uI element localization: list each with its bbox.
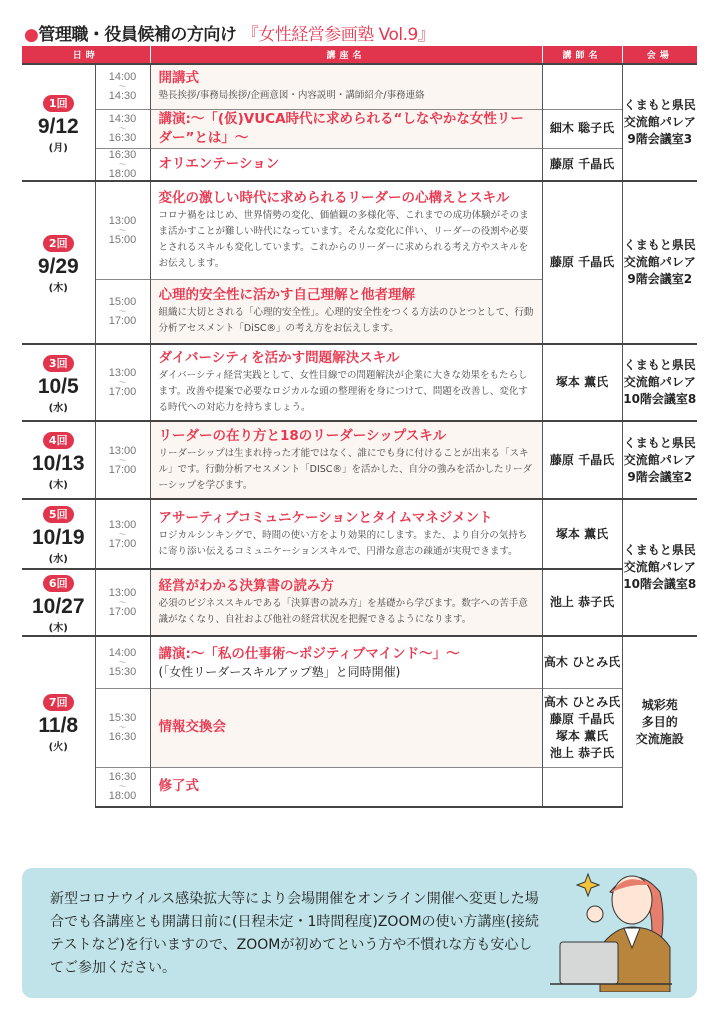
course-description: コロナ禍をはじめ、世界情勢の変化、価値観の多様化等、これまでの成功体験がそのまま活かすことが難しい時代になっています。そんな変化に伴い、リーダーの役割や必要とされるスキルも変化しています。これからのリーダーに求められる考え方やスキルをお伝えします。 (158, 209, 529, 269)
time-cell (95, 279, 150, 344)
table-row (22, 767, 697, 807)
course-cell (150, 181, 542, 279)
course-description: ダイバーシティ経営実践として、女性目線での問題解決が企業に大きな効果をもたらします。改善や提案で必要なロジカルな頭の整理術を身につけて、問題を改善し、変化する時代への対応力を持ちましょう。 (158, 370, 528, 413)
time-cell (95, 499, 150, 569)
time-separator: 〜 (118, 782, 127, 792)
online-notice-text: 新型コロナウイルス感染拡大等により会場開催をオンライン開催へ変更した場合でも各講座とも開講日前に(日程未定・1時間程度)ZOOMの使い方講座(接続テストなど)を行いますので、ZOOMが初めてという方や不慣れな方も安心してご参加ください。 (50, 891, 540, 976)
session-weekday: (木) (48, 282, 68, 294)
course-description: ロジカルシンキングで、時間の使い方をより効果的にします。また、より自分の気持ちに寄り添い伝えるコミュニケーションスキルで、円滑な意志の疎通が実現できます。 (158, 529, 528, 557)
time-cell (95, 688, 150, 767)
session-number-badge: 6回 (43, 575, 74, 592)
lecturer-name: 藤原 千晶氏 (542, 181, 622, 344)
time-cell (95, 64, 150, 109)
start-time: 13:00 (108, 367, 137, 379)
course-title: ダイバーシティを活かす問題解決スキル (158, 350, 400, 366)
session-weekday: (火) (48, 742, 68, 753)
time-cell (95, 636, 150, 688)
time-separator: 〜 (118, 225, 127, 235)
session-date: 10/13 (31, 452, 85, 475)
end-time: 16:30 (108, 731, 137, 743)
header-course: 講座名 (150, 46, 542, 64)
table-row (22, 344, 697, 421)
session-date-cell (22, 64, 95, 181)
course-title: 経営がわかる決算書の読み方 (158, 578, 335, 594)
session-number-badge: 1回 (43, 95, 74, 112)
session-number-badge: 7回 (43, 694, 74, 711)
course-title: リーダーの在り方と18のリーダーシップスキル (158, 427, 447, 444)
course-description: 組織に大切とされる「心理的安全性」。心理的安全性をつくる方法のひとつとして、行動分析アセスメント「DiSC®」の考え方をお伝えします。 (158, 306, 534, 334)
course-cell (150, 767, 542, 807)
start-time: 13:00 (108, 444, 137, 457)
venue-name: くまもと県民 交流館パレア 10階会議室8 (622, 344, 697, 421)
session-weekday: (水) (48, 402, 68, 414)
table-row (22, 181, 697, 279)
lecturer-name: 高木 ひとみ氏 藤原 千晶氏 塚本 薫氏 池上 恭子氏 (542, 688, 622, 767)
time-separator: 〜 (118, 82, 127, 92)
end-time: 17:00 (108, 606, 137, 618)
bullet-icon: ● (24, 25, 39, 45)
end-time: 18:00 (108, 790, 137, 803)
course-title: 講演:〜「私の仕事術〜ポジティブマインド〜」〜 (158, 645, 460, 662)
session-date-cell (22, 181, 95, 344)
end-time: 17:00 (108, 386, 137, 398)
session-date-cell (22, 636, 95, 807)
series-name: 『女性経営参画塾 Vol.9』 (241, 25, 435, 45)
time-cell (95, 767, 150, 807)
start-time: 14:30 (108, 113, 137, 125)
session-weekday: (月) (48, 142, 68, 154)
session-number-badge: 5回 (43, 506, 74, 523)
end-time: 18:00 (108, 167, 137, 180)
course-cell (150, 636, 542, 688)
course-title: 講演:〜「(仮)VUCA時代に求められる“しなやかな女性リーダー”とは」〜 (158, 110, 524, 146)
end-time: 17:00 (108, 537, 137, 550)
header-datetime: 日時 (22, 46, 150, 64)
table-header (22, 46, 697, 64)
start-time: 13:00 (108, 214, 137, 227)
course-title: 心理的安全性に活かす自己理解と他者理解 (158, 286, 416, 303)
venue-name: くまもと県民 交流館パレア 9階会議室2 (622, 421, 697, 499)
course-description: (「女性リーダースキルアップ塾」と同時開催) (158, 664, 401, 679)
time-cell (95, 421, 150, 499)
time-separator: 〜 (118, 598, 127, 607)
time-separator: 〜 (118, 124, 127, 133)
lecturer-name: 高木 ひとみ氏 (542, 636, 622, 688)
course-cell (150, 421, 542, 499)
session-date-cell (22, 344, 95, 421)
session-date-cell (22, 499, 95, 569)
course-title: 情報交換会 (158, 719, 227, 735)
session-date: 10/27 (31, 594, 85, 618)
course-cell (150, 499, 542, 569)
session-weekday: (木) (48, 480, 68, 491)
table-row (22, 569, 697, 636)
lecturer-name: 細木 聡子氏 (542, 109, 622, 148)
session-date-cell (22, 421, 95, 499)
header-venue: 会場 (622, 46, 697, 64)
venue-name: 城彩苑 多目的 交流施設 (622, 636, 697, 807)
end-time: 16:30 (108, 132, 137, 144)
table-row (22, 499, 697, 569)
lecturer-name: 池上 恭子氏 (542, 569, 622, 636)
end-time: 17:00 (108, 314, 137, 327)
schedule-table (22, 46, 697, 808)
session-date: 9/29 (37, 254, 79, 278)
time-cell (95, 569, 150, 636)
session-weekday: (水) (48, 554, 68, 565)
time-cell (95, 344, 150, 421)
time-separator: 〜 (118, 723, 127, 732)
course-title: 開講式 (158, 70, 200, 87)
end-time: 14:30 (108, 90, 137, 103)
start-time: 15:00 (108, 295, 137, 308)
start-time: 15:30 (108, 712, 137, 724)
lecturer-name (542, 64, 622, 109)
session-date: 10/5 (37, 374, 79, 398)
venue-name: くまもと県民 交流館パレア 10階会議室8 (622, 499, 697, 636)
course-cell (150, 344, 542, 421)
course-cell (150, 64, 542, 109)
start-time: 13:00 (108, 587, 137, 599)
session-date-cell (22, 569, 95, 636)
course-description: 塾長挨拶/事務局挨拶/企画意図・内容説明・講師紹介/事務連絡 (158, 90, 425, 102)
course-description: 必須のビジネススキルである「決算書の読み方」を基礎から学びます。数字への苦手意識がなくなり、自社および他社の経営状況を把握できるようになります。 (158, 598, 528, 625)
start-time: 16:30 (108, 148, 137, 161)
table-row (22, 421, 697, 499)
course-title: オリエンテーション (158, 155, 280, 172)
course-description: リーダーシップは生まれ持った才能ではなく、誰にでも身に付けることが出来る「スキル」です。行動分析アセスメント「DISC®」を活かした、自分の強みを活かしたリーダーシップを学びます。 (158, 447, 532, 491)
lecturer-name: 塚本 薫氏 (542, 344, 622, 421)
end-time: 15:00 (108, 233, 137, 246)
session-date: 11/8 (38, 714, 79, 737)
course-title: アサーティブコミュニケーションとタイムマネジメント (158, 509, 493, 526)
start-time: 16:30 (108, 771, 137, 784)
header-lecturer: 講師名 (542, 46, 622, 64)
table-row (22, 148, 697, 181)
woman-laptop-illustration (540, 852, 680, 992)
lecturer-name: 藤原 千晶氏 (542, 421, 622, 499)
session-date: 9/12 (37, 114, 79, 138)
page-title (24, 20, 434, 45)
start-time: 14:00 (108, 646, 137, 659)
table-row (22, 688, 697, 767)
audience-label: 管理職・役員候補の方向け (38, 25, 237, 45)
session-number-badge: 2回 (43, 235, 74, 252)
table-row (22, 636, 697, 688)
session-number-badge: 3回 (43, 355, 74, 372)
end-time: 15:30 (108, 665, 137, 678)
course-title: 修了式 (158, 778, 200, 795)
course-cell (150, 569, 542, 636)
time-separator: 〜 (118, 657, 127, 667)
time-cell (95, 109, 150, 148)
time-separator: 〜 (118, 306, 127, 316)
end-time: 17:00 (108, 463, 137, 476)
start-time: 14:00 (108, 71, 137, 84)
course-title: 変化の激しい時代に求められるリーダーの心構えとスキル (158, 189, 510, 206)
time-separator: 〜 (118, 529, 127, 539)
time-cell (95, 181, 150, 279)
course-cell (150, 279, 542, 344)
venue-name: くまもと県民 交流館パレア 9階会議室3 (622, 64, 697, 181)
time-separator: 〜 (118, 378, 127, 387)
lecturer-name: 藤原 千晶氏 (542, 148, 622, 181)
course-cell (150, 148, 542, 181)
time-separator: 〜 (118, 159, 127, 169)
time-separator: 〜 (118, 455, 127, 465)
venue-name: くまもと県民 交流館パレア 9階会議室2 (622, 181, 697, 344)
session-weekday: (木) (48, 622, 68, 634)
session-number-badge: 4回 (43, 432, 74, 449)
session-date: 10/19 (31, 526, 85, 549)
lecturer-name (542, 767, 622, 807)
table-row (22, 64, 697, 109)
time-cell (95, 148, 150, 181)
course-cell (150, 688, 542, 767)
start-time: 13:00 (108, 518, 137, 531)
table-row (22, 109, 697, 148)
lecturer-name: 塚本 薫氏 (542, 499, 622, 569)
course-cell (150, 109, 542, 148)
